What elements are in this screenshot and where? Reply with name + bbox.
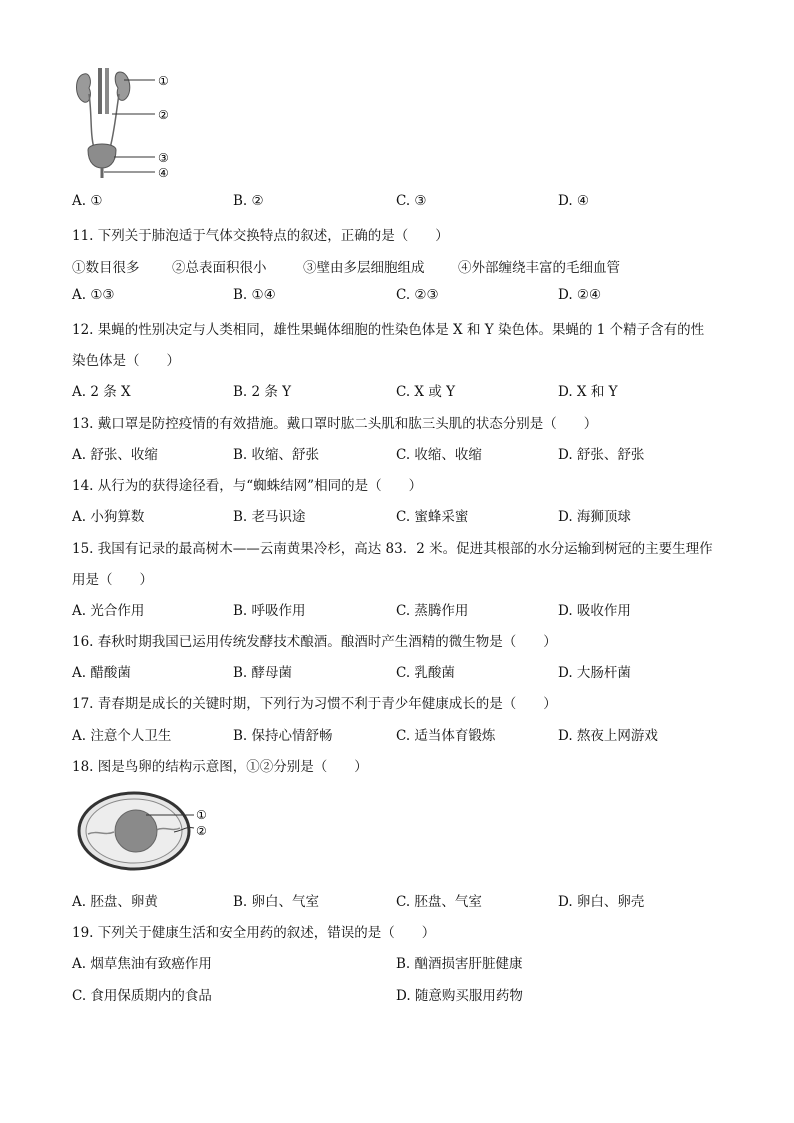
left-ureter-shape — [89, 94, 94, 148]
urethra-shape — [101, 168, 104, 178]
q16-option-b[interactable]: B. 酵母菌 — [233, 665, 293, 681]
q17-option-c[interactable]: C. 适当体育锻炼 — [396, 728, 496, 744]
q10-option-b[interactable]: B. ② — [233, 193, 264, 209]
q18-option-b[interactable]: B. 卵白、气室 — [233, 894, 320, 910]
q11-option-d[interactable]: D. ②④ — [558, 287, 602, 303]
q19-stem: 19. 下列关于健康生活和安全用药的叙述，错误的是（ ） — [72, 925, 436, 941]
q16-stem: 16. 春秋时期我国已运用传统发酵技术酿酒。酿酒时产生酒精的微生物是（ ） — [72, 634, 557, 650]
q16-option-c[interactable]: C. 乳酸菌 — [396, 665, 455, 681]
q11-statement-2: ②总表面积很小 — [172, 260, 267, 276]
q14-stem: 14. 从行为的获得途径看，与“蜘蛛结网”相同的是（ ） — [72, 478, 423, 494]
q12-stem-line2: 染色体是（ ） — [72, 353, 180, 369]
q15-stem-line1: 15. 我国有记录的最高树木——云南黄果冷杉，高达 83．2 米。促进其根部的水分运输到树冠的主要生理作 — [72, 541, 713, 557]
q17-option-a[interactable]: A. 注意个人卫生 — [72, 728, 172, 744]
q11-statement-1: ①数目很多 — [72, 260, 140, 276]
q17-option-d[interactable]: D. 熬夜上网游戏 — [558, 728, 658, 744]
q17-stem: 17. 青春期是成长的关键时期，下列行为习惯不利于青少年健康成长的是（ ） — [72, 696, 557, 712]
vena-cava-shape — [105, 68, 109, 114]
q13-option-c[interactable]: C. 收缩、收缩 — [396, 447, 482, 463]
q14-option-d[interactable]: D. 海狮顶球 — [558, 509, 631, 525]
q18-option-d[interactable]: D. 卵白、卵壳 — [558, 894, 645, 910]
q12-option-c[interactable]: C. X 或 Y — [396, 384, 456, 400]
chalaza-left-shape — [88, 832, 114, 834]
q14-option-c[interactable]: C. 蜜蜂采蜜 — [396, 509, 469, 525]
figure-label-3: ③ — [158, 151, 169, 165]
q10-option-c[interactable]: C. ③ — [396, 193, 427, 209]
q18-option-c[interactable]: C. 胚盘、气室 — [396, 894, 482, 910]
q13-option-d[interactable]: D. 舒张、舒张 — [558, 447, 645, 463]
q12-option-b[interactable]: B. 2 条 Y — [233, 384, 292, 400]
q16-option-d[interactable]: D. 大肠杆菌 — [558, 665, 631, 681]
q18-stem: 18. 图是鸟卵的结构示意图，①②分别是（ ） — [72, 759, 368, 775]
figure-label-4: ④ — [158, 166, 169, 180]
q15-option-c[interactable]: C. 蒸腾作用 — [396, 603, 469, 619]
left-kidney-shape — [77, 74, 91, 103]
q17-option-b[interactable]: B. 保持心情舒畅 — [233, 728, 333, 744]
q19-option-b[interactable]: B. 酗酒损害肝脏健康 — [396, 956, 523, 972]
q11-option-c[interactable]: C. ②③ — [396, 287, 439, 303]
right-kidney-shape — [115, 72, 130, 100]
q10-option-a[interactable]: A. ① — [72, 193, 103, 209]
q15-stem-line2: 用是（ ） — [72, 572, 153, 588]
q12-stem-line1: 12. 果蝇的性别决定与人类相同，雄性果蝇体细胞的性染色体是 X 和 Y 染色体。果蝇的 1 个精子含有的性 — [72, 322, 705, 338]
egg-label-1: ① — [196, 808, 207, 822]
q11-stem: 11. 下列关于肺泡适于气体交换特点的叙述，正确的是（ ） — [72, 228, 449, 244]
q19-option-d[interactable]: D. 随意购买服用药物 — [396, 988, 523, 1004]
q11-option-b[interactable]: B. ①④ — [233, 287, 276, 303]
q19-option-c[interactable]: C. 食用保质期内的食品 — [72, 988, 212, 1004]
q18-option-a[interactable]: A. 胚盘、卵黄 — [72, 894, 158, 910]
bladder-shape — [88, 144, 116, 168]
q11-statement-3: ③壁由多层细胞组成 — [303, 260, 425, 276]
q13-stem: 13. 戴口罩是防控疫情的有效措施。戴口罩时肱二头肌和肱三头肌的状态分别是（ ） — [72, 416, 598, 432]
egg-label-2: ② — [196, 824, 207, 838]
q13-option-a[interactable]: A. 舒张、收缩 — [72, 447, 158, 463]
right-ureter-shape — [110, 94, 119, 148]
q14-option-b[interactable]: B. 老马识途 — [233, 509, 306, 525]
q10-option-d[interactable]: D. ④ — [558, 193, 590, 209]
figure-label-2: ② — [158, 108, 169, 122]
q13-option-b[interactable]: B. 收缩、舒张 — [233, 447, 320, 463]
aorta-shape — [98, 68, 102, 114]
q11-statement-4: ④外部缠绕丰富的毛细血管 — [458, 260, 620, 276]
q15-option-a[interactable]: A. 光合作用 — [72, 603, 145, 619]
yolk-shape — [115, 810, 157, 852]
q16-option-a[interactable]: A. 醋酸菌 — [72, 665, 131, 681]
bird-egg-figure — [76, 790, 216, 874]
q14-option-a[interactable]: A. 小狗算数 — [72, 509, 145, 525]
q12-option-a[interactable]: A. 2 条 X — [72, 384, 131, 400]
q15-option-b[interactable]: B. 呼吸作用 — [233, 603, 306, 619]
figure-label-1: ① — [158, 74, 169, 88]
q11-option-a[interactable]: A. ①③ — [72, 287, 115, 303]
q19-option-a[interactable]: A. 烟草焦油有致癌作用 — [72, 956, 212, 972]
q12-option-d[interactable]: D. X 和 Y — [558, 384, 618, 400]
q15-option-d[interactable]: D. 吸收作用 — [558, 603, 631, 619]
urinary-system-figure — [72, 64, 202, 182]
